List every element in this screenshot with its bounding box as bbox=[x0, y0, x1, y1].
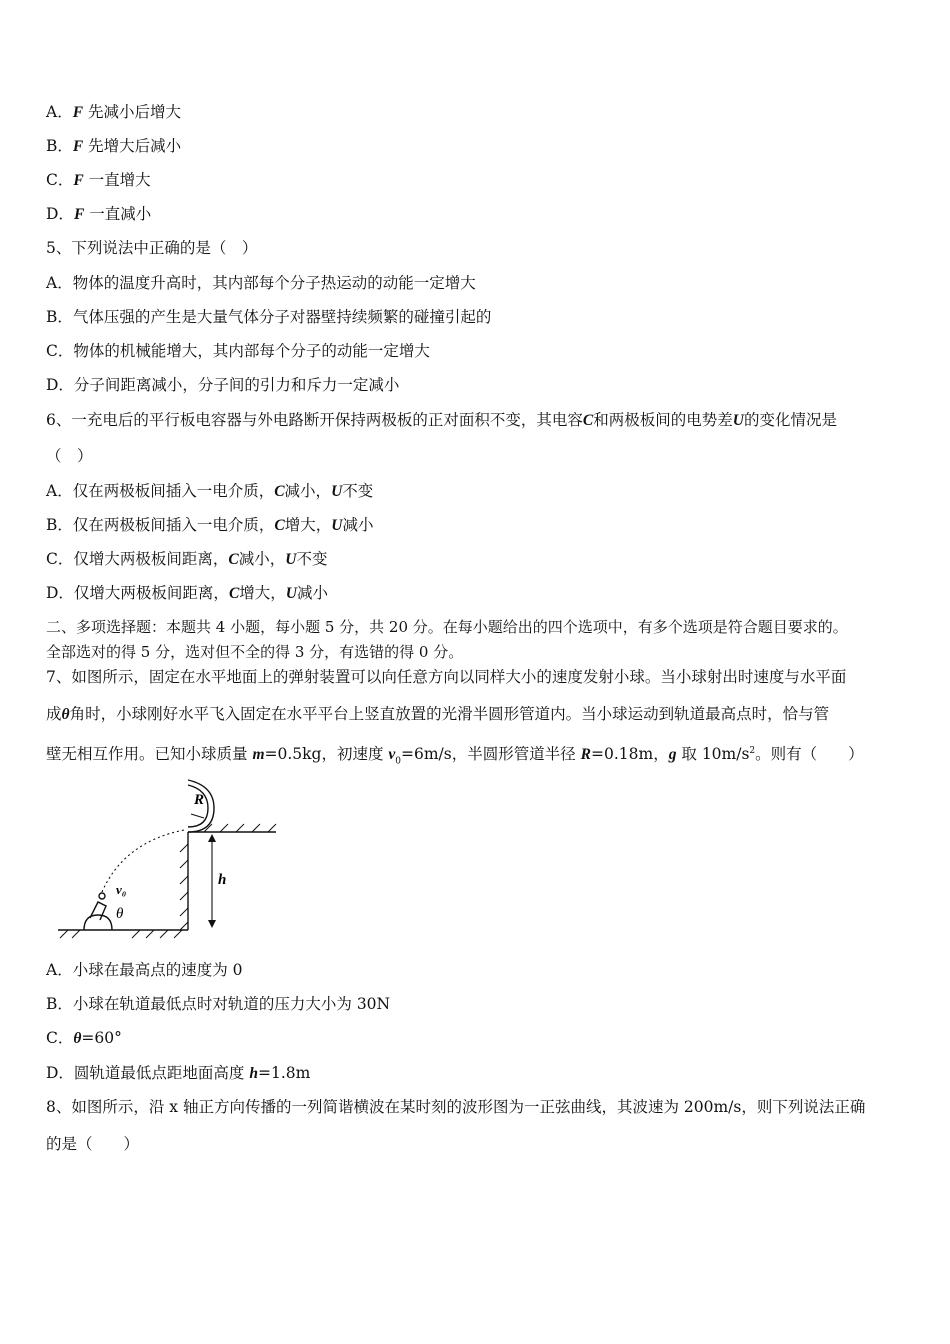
q7-option-d: D．圆轨道最低点距地面高度 h=1.8m bbox=[46, 1064, 311, 1082]
launcher-base bbox=[84, 915, 112, 930]
q4-option-c: C．F 一直增大 bbox=[46, 171, 151, 189]
q5-option-d: D．分子间距离减小，分子间的引力和斥力一定减小 bbox=[46, 376, 400, 394]
ground-hatch bbox=[60, 930, 182, 938]
q6-option-d: D．仅增大两极板间距离，C增大，U减小 bbox=[46, 584, 329, 602]
q6-option-b: B．仅在两极板间插入一电介质，C增大，U减小 bbox=[46, 516, 374, 534]
label-r: R bbox=[194, 792, 205, 808]
q4-option-d: D．F 一直减小 bbox=[46, 205, 152, 223]
q7-option-b: B．小球在轨道最低点时对轨道的压力大小为 30N bbox=[46, 995, 391, 1013]
q7-stem-line2: 成θ角时，小球刚好水平飞入固定在水平平台上竖直放置的光滑半圆形管道内。当小球运动到轨道最高点时，恰与管 bbox=[46, 705, 830, 723]
q6-option-a: A．仅在两极板间插入一电介质，C减小，U不变 bbox=[46, 482, 374, 500]
q7-option-c: C．θ=60° bbox=[46, 1029, 122, 1047]
q8-stem-line1: 8、如图所示，沿 x 轴正方向传播的一列简谐横波在某时刻的波形图为一正弦曲线，其波速为 200m/s，则下列说法正确 bbox=[46, 1098, 866, 1116]
ball bbox=[99, 893, 105, 899]
trajectory bbox=[102, 830, 184, 892]
q8-stem-line2: 的是（ ） bbox=[46, 1135, 140, 1153]
wall-hatch bbox=[180, 824, 276, 930]
q7-stem-line3: 壁无相互作用。已知小球质量 m=0.5kg，初速度 $v_0=6m/s$，半圆形管道半径 R=0.18m，g 取 $10m/s^2$。则有（ ） bbox=[46, 745, 864, 767]
q4-option-b: B．F 先增大后减小 bbox=[46, 137, 182, 155]
q7-stem-line1: 7、如图所示，固定在水平地面上的弹射装置可以向任意方向以同样大小的速度发射小球。当小球射出时速度与水平面 bbox=[46, 668, 847, 686]
q5-option-b: B．气体压强的产生是大量气体分子对器壁持续频繁的碰撞引起的 bbox=[46, 308, 492, 326]
section2-line1: 二、多项选择题：本题共 4 小题，每小题 5 分，共 20 分。在每小题给出的四个选项中，有多个选项是符合题目要求的。 bbox=[46, 618, 848, 636]
q5-option-c: C．物体的机械能增大，其内部每个分子的动能一定增大 bbox=[46, 342, 430, 360]
q5-stem: 5、下列说法中正确的是（ ） bbox=[46, 239, 258, 257]
q7-option-a: A．小球在最高点的速度为 0 bbox=[46, 961, 243, 979]
q4-option-a: A．F 先减小后增大 bbox=[46, 103, 181, 121]
radius-arrow bbox=[191, 814, 204, 818]
q6-option-c: C．仅增大两极板间距离，C减小，U不变 bbox=[46, 550, 328, 568]
label-h: h bbox=[218, 872, 227, 888]
q5-option-a: A．物体的温度升高时，其内部每个分子热运动的动能一定增大 bbox=[46, 274, 476, 292]
label-v0: v₀ bbox=[116, 882, 127, 897]
section2-line2: 全部选对的得 5 分，选对但不全的得 3 分，有选错的得 0 分。 bbox=[46, 643, 464, 661]
launcher-barrel bbox=[90, 902, 106, 920]
label-theta: θ bbox=[116, 906, 124, 922]
q6-stem: 6、一充电后的平行板电容器与外电路断开保持两极板的正对面积不变，其电容C和两极板间的电势差U的变化情况是 bbox=[46, 411, 837, 429]
projectile-figure bbox=[54, 772, 294, 942]
q6-paren: （ ） bbox=[46, 447, 93, 465]
